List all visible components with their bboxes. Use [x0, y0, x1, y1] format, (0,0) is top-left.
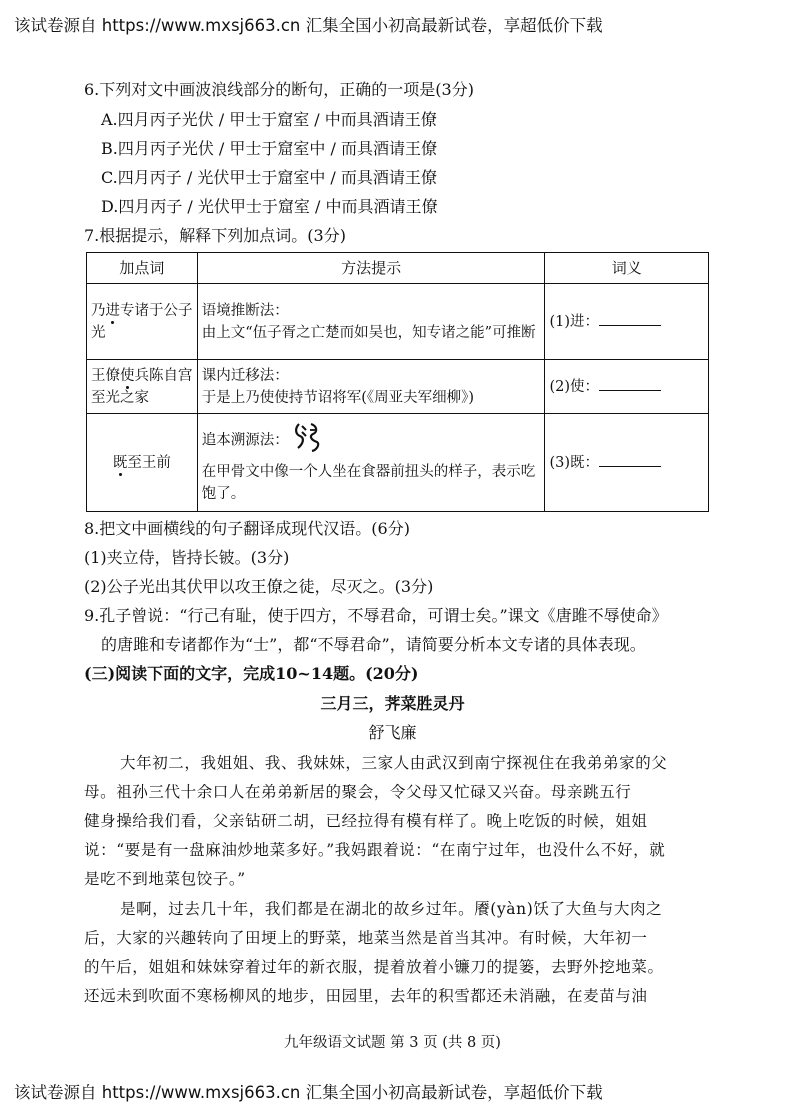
article-author: 舒飞廉: [368, 723, 417, 742]
table-row: [87, 284, 709, 360]
answer-blank[interactable]: [599, 311, 661, 326]
method-title: 语境推断法：: [201, 302, 289, 319]
article-line: 是啊，过去几十年，我们都是在湖北的故乡过年。餍(yàn)饫了大鱼与大肉之: [120, 900, 663, 918]
article-line: 是吃不到地菜包饺子。”: [84, 870, 246, 888]
table-header-row: [87, 253, 709, 284]
meaning-cell: [545, 414, 709, 512]
source-banner-bottom: 该试卷源自 https://www.mxsj663.cn 汇集全国小初高最新试卷，享超低价下载: [14, 1083, 603, 1102]
q7-table: [86, 252, 709, 512]
method-cell: [197, 414, 545, 512]
method-text: 由上文“伍子胥之亡楚而如吴也，知专诸之能”可推断: [201, 324, 536, 341]
word-cell: 既至王前: [87, 414, 198, 512]
meaning-label: (1)进：: [549, 313, 599, 330]
method-title: 追本溯源法：: [201, 432, 289, 449]
q6-option-c: C.四月丙子 / 光伏甲士于窟室中 / 而具酒请王僚: [101, 168, 437, 187]
q7-stem: 7.根据提示，解释下列加点词。(3分): [84, 226, 346, 245]
article-line: 母。祖孙三代十余口人在弟弟新居的聚会，令父母又忙碌又兴奋。母亲跳五行: [84, 783, 632, 801]
article-line: 健身操给我们看，父亲钻研二胡，已经拉得有模有样了。晚上吃饭的时候，姐姐: [84, 812, 648, 830]
meaning-cell: [545, 284, 709, 360]
answer-blank[interactable]: [599, 376, 661, 391]
header-method: 方法提示: [197, 253, 545, 284]
method-cell: [197, 284, 545, 360]
article-title: 三月三，荠菜胜灵丹: [320, 694, 465, 713]
method-text: 在甲骨文中像一个人坐在食器前扭头的样子，表示吃饱了。: [201, 464, 536, 502]
article-line: 的午后，姐姐和妹妹穿着过年的新衣服，提着放着小镰刀的提篓，去野外挖地菜。: [84, 958, 664, 976]
q8-stem: 8.把文中画横线的句子翻译成现代汉语。(6分): [84, 519, 410, 538]
dotted-char: 既: [112, 454, 128, 471]
oracle-bone-glyph-icon: [293, 420, 323, 461]
page-footer: 九年级语文试题 第 3 页 (共 8 页): [284, 1035, 501, 1051]
q6-stem: 6.下列对文中画波浪线部分的断句，正确的一项是(3分): [84, 80, 474, 99]
article-line: 说：“要是有一盘麻油炒地菜多好。”我妈跟着说：“在南宁过年，也没什么不好，就: [84, 841, 666, 859]
header-meaning: 词义: [545, 253, 709, 284]
q6-option-d: D.四月丙子 / 光伏甲士于窟室 / 中而具酒请王僚: [101, 197, 438, 216]
meaning-label: (2)使：: [549, 378, 599, 395]
article-line: 大年初二，我姐姐、我、我妹妹，三家人由武汉到南宁探视住在我弟弟家的父: [120, 754, 668, 772]
q8-item-2: (2)公子光出其伏甲以攻王僚之徒，尽灭之。(3分): [84, 577, 434, 596]
header-word: 加点词: [87, 253, 198, 284]
word-cell: 乃进专诸于公子光: [87, 284, 198, 360]
method-title: 课内迁移法：: [201, 367, 289, 384]
answer-blank[interactable]: [599, 452, 661, 467]
table-row: [87, 414, 709, 512]
q9-line-1: 9.孔子曾说：“行己有耻，使于四方，不辱君命，可谓士矣。”课文《唐雎不辱使命》: [84, 606, 668, 625]
dotted-char: 进: [105, 302, 120, 319]
article-line: 还远未到吹面不寒杨柳风的地步，田园里，去年的积雪都还未消融，在麦苗与油: [84, 987, 648, 1005]
q9-line-2: 的唐雎和专诸都作为“士”，都“不辱君命”，请简要分析本文专诸的具体表现。: [101, 635, 646, 654]
meaning-label: (3)既：: [549, 454, 599, 471]
article-line: 后，大家的兴趣转向了田埂上的野菜，地菜当然是首当其冲。有时候，大年初一: [84, 929, 648, 947]
source-banner-top: 该试卷源自 https://www.mxsj663.cn 汇集全国小初高最新试卷，享超低价下载: [14, 16, 603, 35]
section-3-heading: (三)阅读下面的文字，完成10~14题。(20分): [84, 664, 419, 683]
method-cell: [197, 360, 545, 414]
q6-option-a: A.四月丙子光伏 / 甲士于窟室 / 中而具酒请王僚: [101, 110, 437, 129]
dotted-char: 使: [120, 367, 135, 384]
word-cell: 王僚使兵陈自宫至光之家: [87, 360, 198, 414]
method-text: 于是上乃使使持节诏将军(《周亚夫军细柳》): [201, 389, 475, 406]
q8-item-1: (1)夹立侍，皆持长铍。(3分): [84, 548, 290, 567]
meaning-cell: [545, 360, 709, 414]
table-row: [87, 360, 709, 414]
q6-option-b: B.四月丙子光伏 / 甲士于窟室中 / 而具酒请王僚: [101, 139, 437, 158]
